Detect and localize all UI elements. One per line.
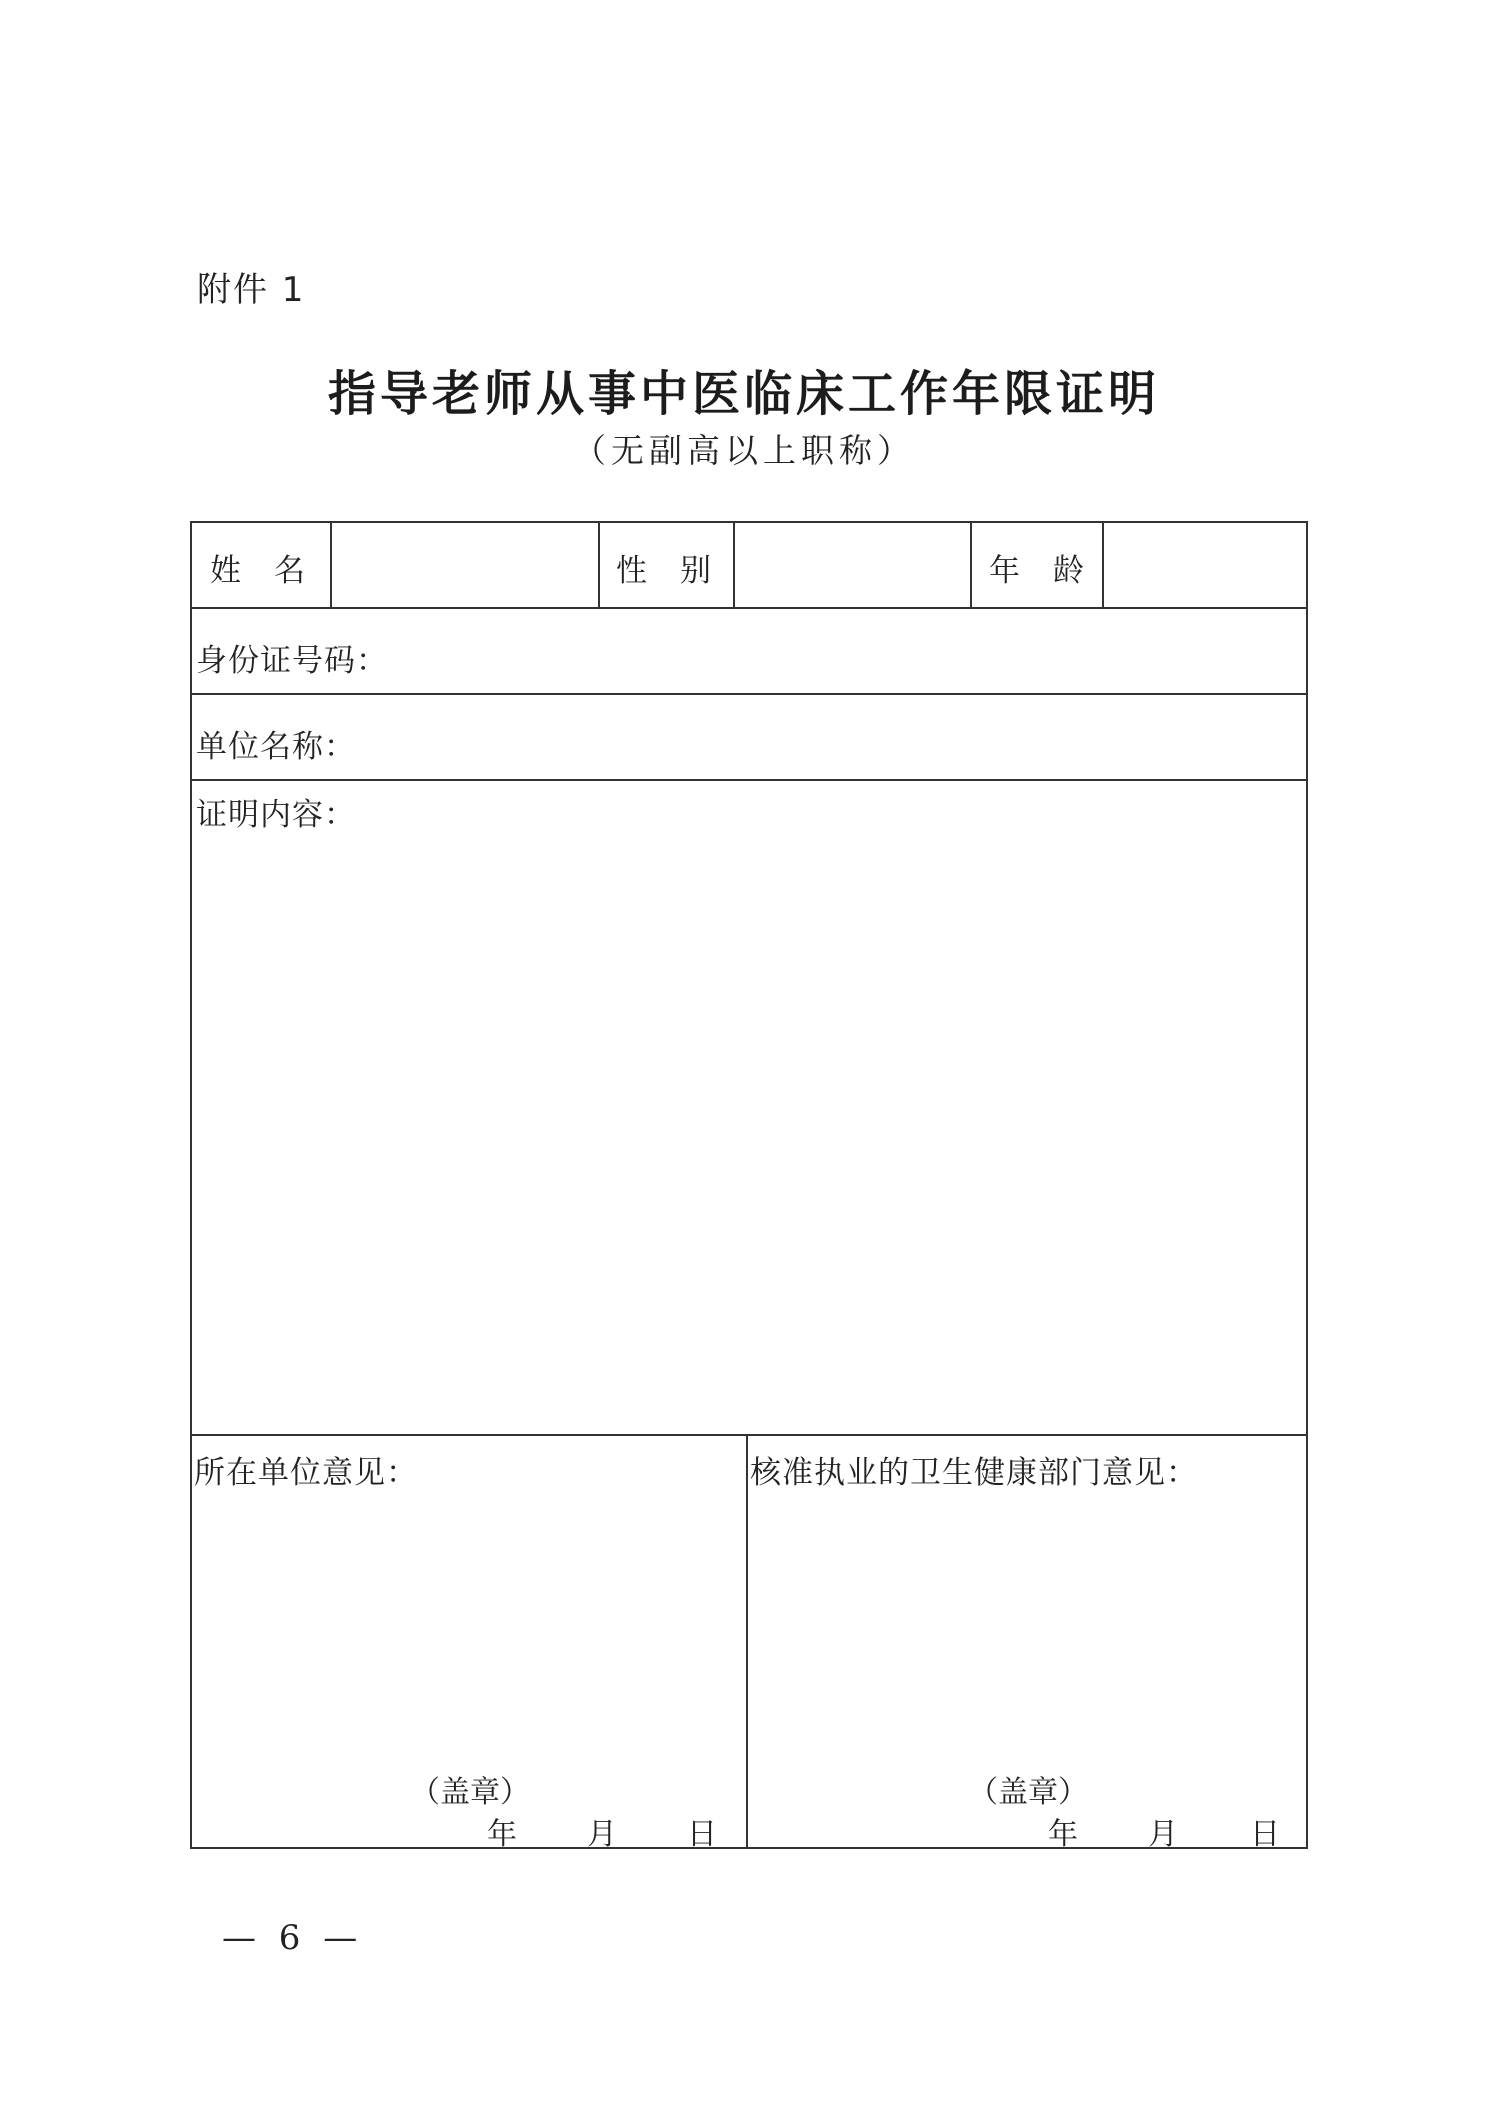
date-line-unit [487, 1809, 727, 1852]
row-divider [192, 1434, 1306, 1436]
age-field[interactable] [1104, 523, 1306, 607]
page-number: — 6 — [222, 1918, 364, 1958]
seal-label-unit: （盖章） [410, 1775, 530, 1810]
unit-name-field[interactable] [352, 695, 1302, 779]
year-label: 年 [487, 1817, 517, 1852]
content-label: 证明内容： [196, 797, 356, 833]
day-label: 日 [1250, 1817, 1280, 1852]
content-field[interactable] [196, 833, 1302, 1428]
row-divider [192, 779, 1306, 781]
age-label: 年 龄 [989, 553, 1085, 589]
document-subtitle: （无副高以上职称） [573, 431, 915, 470]
unit-opinion-label: 所在单位意见： [194, 1455, 418, 1491]
month-label: 月 [1148, 1817, 1178, 1852]
date-line-health-dept [1048, 1809, 1288, 1852]
attachment-label: 附件 1 [197, 270, 306, 310]
gender-label: 性 别 [616, 553, 712, 589]
month-label: 月 [587, 1817, 617, 1852]
unit-name-label: 单位名称： [196, 729, 356, 765]
col-divider [746, 1434, 748, 1849]
id-number-field[interactable] [382, 609, 1302, 693]
col-divider [970, 523, 972, 607]
day-label: 日 [687, 1817, 717, 1852]
gender-field[interactable] [735, 523, 970, 607]
name-field[interactable] [332, 523, 598, 607]
col-divider [598, 523, 600, 607]
document-title: 指导老师从事中医临床工作年限证明 [327, 366, 1160, 422]
id-number-label: 身份证号码： [196, 643, 388, 679]
health-dept-opinion-label: 核准执业的卫生健康部门意见： [750, 1455, 1198, 1491]
seal-label-health-dept: （盖章） [968, 1775, 1088, 1810]
year-label: 年 [1048, 1817, 1078, 1852]
certificate-form [190, 521, 1308, 1852]
name-label: 姓 名 [210, 553, 306, 589]
